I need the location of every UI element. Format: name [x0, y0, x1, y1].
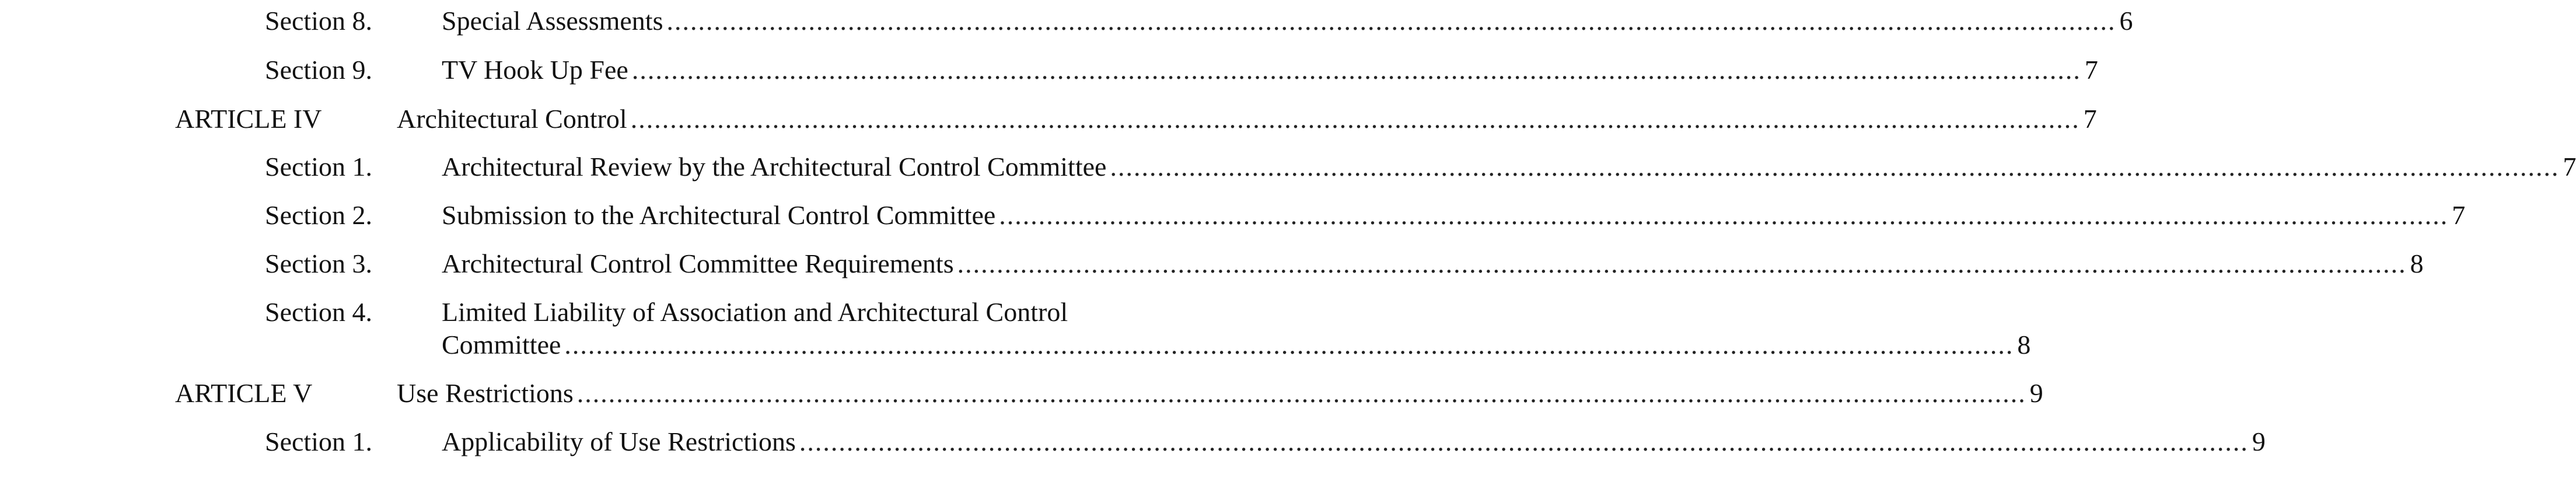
- toc-entry-label: Section 8.: [265, 6, 372, 36]
- toc-entry-title[interactable]: Submission to the Architectural Control Committee: [442, 200, 996, 230]
- toc-article-title[interactable]: Architectural Control: [397, 104, 627, 134]
- toc-entry-page-number[interactable]: 8: [2017, 330, 2031, 360]
- dot-leader: ........................................................................................................................................................................................: [999, 200, 2449, 230]
- toc-entry-title[interactable]: TV Hook Up Fee: [442, 55, 628, 85]
- toc-article-label: ARTICLE IV: [175, 104, 322, 134]
- dot-leader: ........................................................................................................................................................................................: [631, 55, 2081, 85]
- dot-leader: ........................................................................................................................................................................................: [630, 104, 2080, 134]
- toc-entry-page-number[interactable]: 7: [2452, 200, 2466, 230]
- toc-article-title[interactable]: Use Restrictions: [397, 378, 574, 408]
- dot-leader: ........................................................................................................................................................................................: [564, 330, 2014, 360]
- toc-entry-label: Section 1.: [265, 427, 372, 456]
- dot-leader: ........................................................................................................................................................................................: [799, 427, 2249, 456]
- toc-entry-page-number[interactable]: 7: [2563, 152, 2576, 182]
- toc-entry-page-number[interactable]: 7: [2084, 55, 2098, 85]
- dot-leader: ........................................................................................................................................................................................: [576, 378, 2026, 408]
- toc-entry-page-number[interactable]: 9: [2252, 427, 2266, 456]
- toc-entry-label: Section 3.: [265, 249, 372, 278]
- dot-leader: ........................................................................................................................................................................................: [666, 6, 2116, 36]
- toc-entry-label: Section 9.: [265, 55, 372, 85]
- toc-entry-title-line1[interactable]: Limited Liability of Association and Architectural Control: [442, 297, 1068, 327]
- dot-leader: ........................................................................................................................................................................................: [957, 249, 2407, 278]
- toc-entry-page-number[interactable]: 7: [2083, 104, 2097, 134]
- toc-entry-page-number[interactable]: 8: [2410, 249, 2424, 278]
- toc-article-label: ARTICLE V: [175, 378, 313, 408]
- toc-entry-label: Section 4.: [265, 297, 372, 327]
- toc-entry-title[interactable]: Architectural Control Committee Requirements: [442, 249, 954, 278]
- toc-entry-title[interactable]: Applicability of Use Restrictions: [442, 427, 796, 456]
- toc-entry-page-number[interactable]: 6: [2119, 6, 2133, 36]
- toc-entry-title[interactable]: Architectural Review by the Architectural Control Committee: [442, 152, 1107, 182]
- toc-entry-label: Section 2.: [265, 200, 372, 230]
- toc-entry-title[interactable]: Committee: [442, 330, 561, 360]
- dot-leader: ........................................................................................................................................................................................: [1110, 152, 2560, 182]
- toc-entry-title[interactable]: Special Assessments: [442, 6, 663, 36]
- toc-entry-page-number[interactable]: 9: [2029, 378, 2043, 408]
- toc-entry-label: Section 1.: [265, 152, 372, 182]
